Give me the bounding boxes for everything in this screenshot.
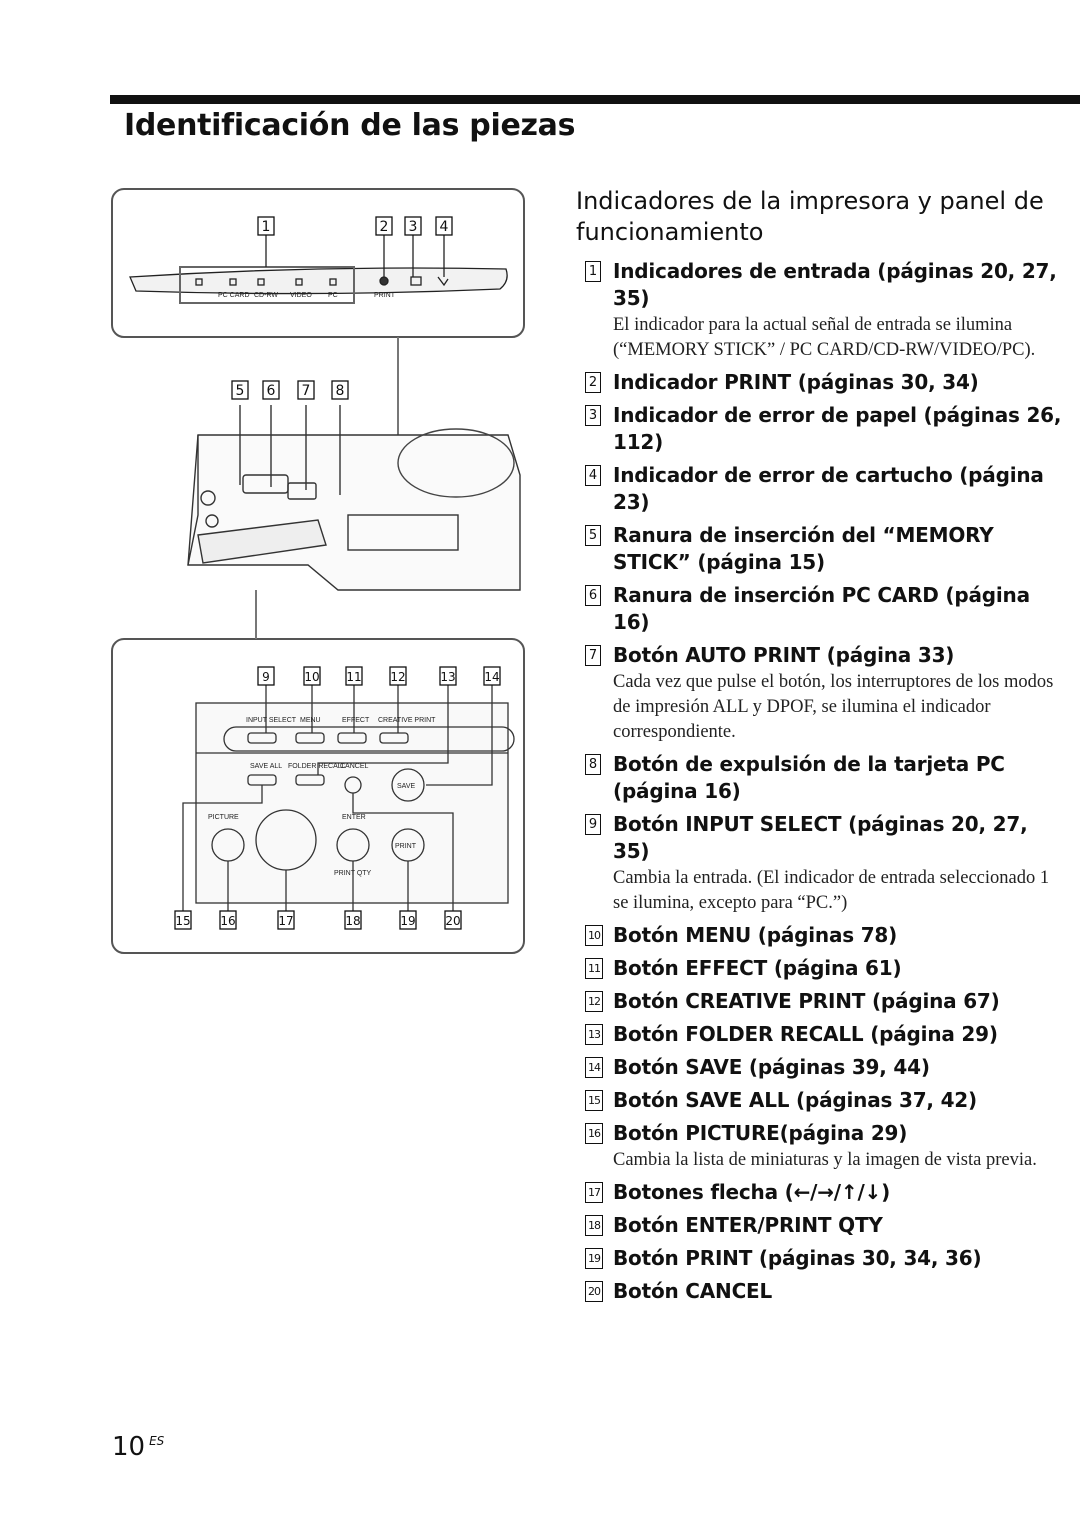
callout-number: 6 [585,585,601,606]
callout-number: 9 [585,814,601,835]
svg-text:MENU: MENU [300,717,321,724]
svg-text:17: 17 [278,914,294,928]
label-cd-rw: CD-RW [254,292,278,299]
callout-number: 17 [585,1182,603,1203]
list-item [585,1120,1065,1173]
item-heading: Indicador de error de cartucho (página 23) [613,463,1044,514]
page-lang: ES [149,1434,165,1449]
page-title: Identificación de las piezas [124,108,576,143]
callout-number: 4 [585,465,601,486]
list-item [585,258,1065,363]
item-heading: Ranura de inserción PC CARD (página 16) [613,583,1030,634]
svg-text:4: 4 [439,219,449,235]
item-heading: Botón MENU (páginas 78) [613,923,898,947]
page-number [112,1432,164,1462]
svg-text:7: 7 [301,383,311,399]
svg-text:10: 10 [304,670,320,684]
svg-text:13: 13 [440,670,456,684]
callout-number: 7 [585,645,601,666]
callout-number: 19 [585,1248,603,1269]
callout-number: 20 [585,1281,603,1302]
svg-text:ENTER: ENTER [342,814,366,821]
item-heading: Botón de expulsión de la tarjeta PC (página 16) [613,752,1005,803]
callout-number: 12 [585,991,603,1012]
printer-illustration [108,185,528,960]
list-item [585,988,1065,1015]
list-item [585,369,1065,396]
svg-text:6: 6 [266,383,276,399]
label-pc: PC [328,292,338,299]
list-item [585,922,1065,949]
list-item [585,1212,1065,1239]
label-pc-card: PC CARD [218,292,250,299]
item-heading: Indicadores de entrada (páginas 20, 27, 35) [613,259,1057,310]
callout-number: 16 [585,1123,603,1144]
item-heading: Botón SAVE (páginas 39, 44) [613,1055,930,1079]
list-item [585,1278,1065,1305]
list-item [585,955,1065,982]
item-description: Cambia la lista de miniaturas y la imagen de vista previa. [613,1150,1037,1170]
list-item [585,1021,1065,1048]
svg-text:11: 11 [346,670,362,684]
svg-text:PRINT QTY: PRINT QTY [334,870,372,877]
svg-text:1: 1 [261,219,271,235]
svg-text:9: 9 [262,670,270,684]
svg-text:14: 14 [484,670,500,684]
item-heading: Botón PICTURE(página 29) [613,1121,908,1145]
item-heading: Ranura de inserción del “MEMORY STICK” (página 15) [613,523,994,574]
item-heading: Botón INPUT SELECT (páginas 20, 27, 35) [613,812,1028,863]
item-heading: Botón SAVE ALL (páginas 37, 42) [613,1088,977,1112]
callout-number: 8 [585,754,601,775]
list-item [585,462,1065,516]
callout-number: 15 [585,1090,603,1111]
svg-text:INPUT SELECT: INPUT SELECT [246,717,297,724]
section-title: Indicadores de la impresora y panel de funcionamiento [576,187,1044,246]
callout-number: 2 [585,372,601,393]
label-print: PRINT [374,292,395,299]
svg-text:CANCEL: CANCEL [340,763,369,770]
item-heading: Botones flecha (←/→/↑/↓) [613,1180,891,1204]
svg-text:EFFECT: EFFECT [342,717,370,724]
callout-number: 5 [585,525,601,546]
list-item [585,582,1065,636]
svg-text:2: 2 [379,219,389,235]
list-item [585,1179,1065,1206]
list-item [585,1245,1065,1272]
callout-number: 13 [585,1024,603,1045]
header-rule [110,95,1080,104]
svg-text:15: 15 [175,914,191,928]
svg-text:12: 12 [390,670,406,684]
list-item [585,1054,1065,1081]
svg-text:FOLDER RECALL: FOLDER RECALL [288,763,346,770]
item-heading: Indicador PRINT (páginas 30, 34) [613,370,979,394]
svg-text:18: 18 [345,914,361,928]
svg-text:20: 20 [445,914,461,928]
item-description: El indicador para la actual señal de entrada se ilumina (“MEMORY STICK” / PC CARD/CD-RW/VIDEO/PC). [613,315,1036,360]
item-heading: Botón FOLDER RECALL (página 29) [613,1022,998,1046]
item-heading: Botón AUTO PRINT (página 33) [613,643,955,667]
svg-text:8: 8 [335,383,345,399]
callout-number: 14 [585,1057,603,1078]
list-item [585,402,1065,456]
callout-number: 3 [585,405,601,426]
indicator-detail-frame [112,189,524,337]
list-item [585,1087,1065,1114]
item-description: Cada vez que pulse el botón, los interruptores de los modos de impresión ALL y DPOF, se ilumina el indicador correspondiente. [613,672,1054,742]
svg-text:19: 19 [400,914,416,928]
callout-number: 18 [585,1215,603,1236]
svg-text:CREATIVE PRINT: CREATIVE PRINT [378,717,436,724]
list-item [585,642,1065,745]
item-heading: Botón EFFECT (página 61) [613,956,902,980]
list-item [585,751,1065,805]
parts-list [585,258,1065,1311]
list-item [585,811,1065,916]
page-number-value: 10 [112,1432,146,1462]
item-heading: Botón PRINT (páginas 30, 34, 36) [613,1246,982,1270]
list-item [585,522,1065,576]
svg-text:PICTURE: PICTURE [208,814,239,821]
svg-text:SAVE ALL: SAVE ALL [250,763,283,770]
callout-number: 11 [585,958,603,979]
svg-text:16: 16 [220,914,236,928]
svg-text:SAVE: SAVE [397,783,416,790]
item-heading: Botón ENTER/PRINT QTY [613,1213,883,1237]
label-video: VIDEO [290,292,312,299]
item-heading: Botón CREATIVE PRINT (página 67) [613,989,1000,1013]
svg-text:PRINT: PRINT [395,843,416,850]
item-description: Cambia la entrada. (El indicador de entrada seleccionado 1 se ilumina, excepto para “PC.”) [613,868,1050,913]
svg-text:3: 3 [408,219,418,235]
item-heading: Indicador de error de papel (páginas 26, 112) [613,403,1062,454]
svg-text:5: 5 [235,383,245,399]
callout-number: 10 [585,925,603,946]
callout-number: 1 [585,261,601,282]
item-heading: Botón CANCEL [613,1279,773,1303]
